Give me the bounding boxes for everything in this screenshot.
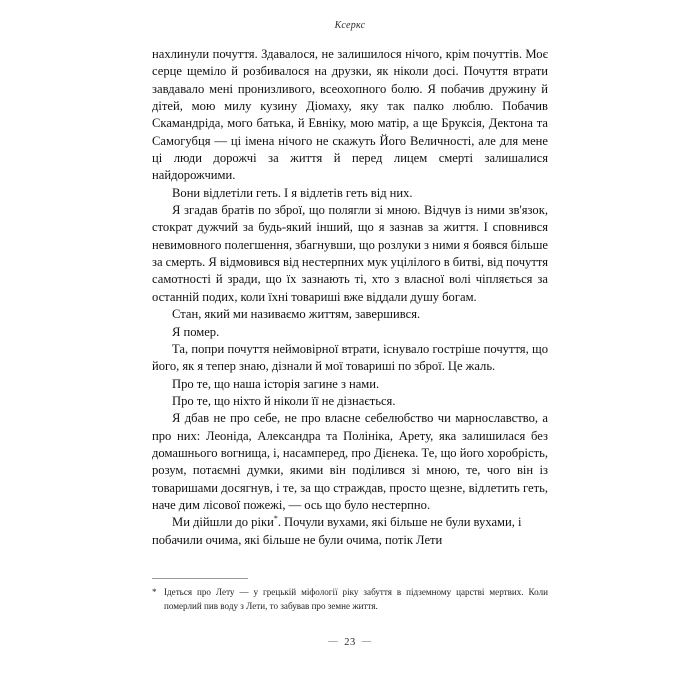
folio-left-dash: —	[328, 636, 339, 647]
footnote-text: Ідеться про Лету — у грецькій міфології ріку забуття в підземному царстві мертвих. Коли померлий пив воду з Лети, то забував про земне життя.	[164, 587, 548, 611]
paragraph-text-after-footnote: . Почули вухами, які більше не були вухами, і побачили очима, які більше не були очима, потік Лети	[152, 515, 522, 547]
folio-right-dash: —	[361, 636, 372, 647]
page-number-folio	[0, 637, 700, 648]
paragraph: нахлинули почуття. Здавалося, не залишилося нічого, крім почуттів. Моє серце щеміло й розбивалося на друзки, як ніколи досі. Почуття втрати завдавало мені пронизливого, всеохопного болю. Я побачив дружину й дітей, мою милу кузину Діомаху, яку так палко люблю. Побачив Скамандріда, мого батька, й Евніку, мою матір, а ще Бруксія, Дектона та Самогубця — ці імена нічого не скажуть Його Величності, але для мене ці люди дорожчі за життя й перед лицем смерті залишалися найдорожчими.	[152, 47, 548, 183]
footnote-separator-rule	[152, 578, 248, 579]
paragraph: Я помер.	[172, 324, 220, 339]
footnote-reference-marker[interactable]: *	[273, 514, 278, 524]
body-text-block	[152, 46, 548, 549]
paragraph: Про те, що ніхто й ніколи її не дізнається.	[172, 393, 396, 408]
footnote	[152, 586, 548, 613]
paragraph: Вони відлетіли геть. І я відлетів геть від них.	[172, 185, 413, 200]
footnote-marker: *	[152, 587, 157, 597]
folio-number: 23	[344, 637, 356, 648]
paragraph: Я згадав братів по зброї, що полягли зі мною. Відчув із ними зв'язок, стократ дужчий за будь-який інший, що я зазнав за життя. І сповнився невимовного полегшення, збагнувши, що розлуки з ними я боявся більше за смерть. Я відмовився від нестерпних мук уцілілого в битві, від почуття самотності й зради, що їх зазнають ті, хто з власної волі чіпляється за останній подих, коли їхні товариші вже віддали душу богам.	[152, 203, 548, 304]
paragraph: Стан, який ми називаємо життям, завершився.	[172, 307, 421, 322]
running-header: Ксеркс	[334, 20, 366, 31]
paragraph-text-before-footnote: Ми дійшли до ріки	[172, 515, 274, 530]
paragraph: Та, попри почуття неймовірної втрати, існувало гостріше почуття, що його, як я тепер знаю, дізнали й мої товариші по зброї. Це жаль.	[152, 341, 548, 374]
paragraph-with-footnote-ref	[152, 514, 548, 549]
paragraph: Про те, що наша історія загине з нами.	[172, 376, 380, 391]
footnote-area	[152, 578, 548, 613]
paragraph: Я дбав не про себе, не про власне себелюбство чи марнославство, а про них: Леоніда, Александра та Полініка, Арету, яка залишилася без домашнього вогнища, і, насамперед, про Дієнека. Те, що його хоробрість, розум, потаємні думки, якими він поділився зі мною, те, чого він із товаришами досягнув, і те, за що страждав, просто щезне, відлетить геть, наче дим лісової пожежі, — ось що було нестерпно.	[152, 411, 548, 512]
